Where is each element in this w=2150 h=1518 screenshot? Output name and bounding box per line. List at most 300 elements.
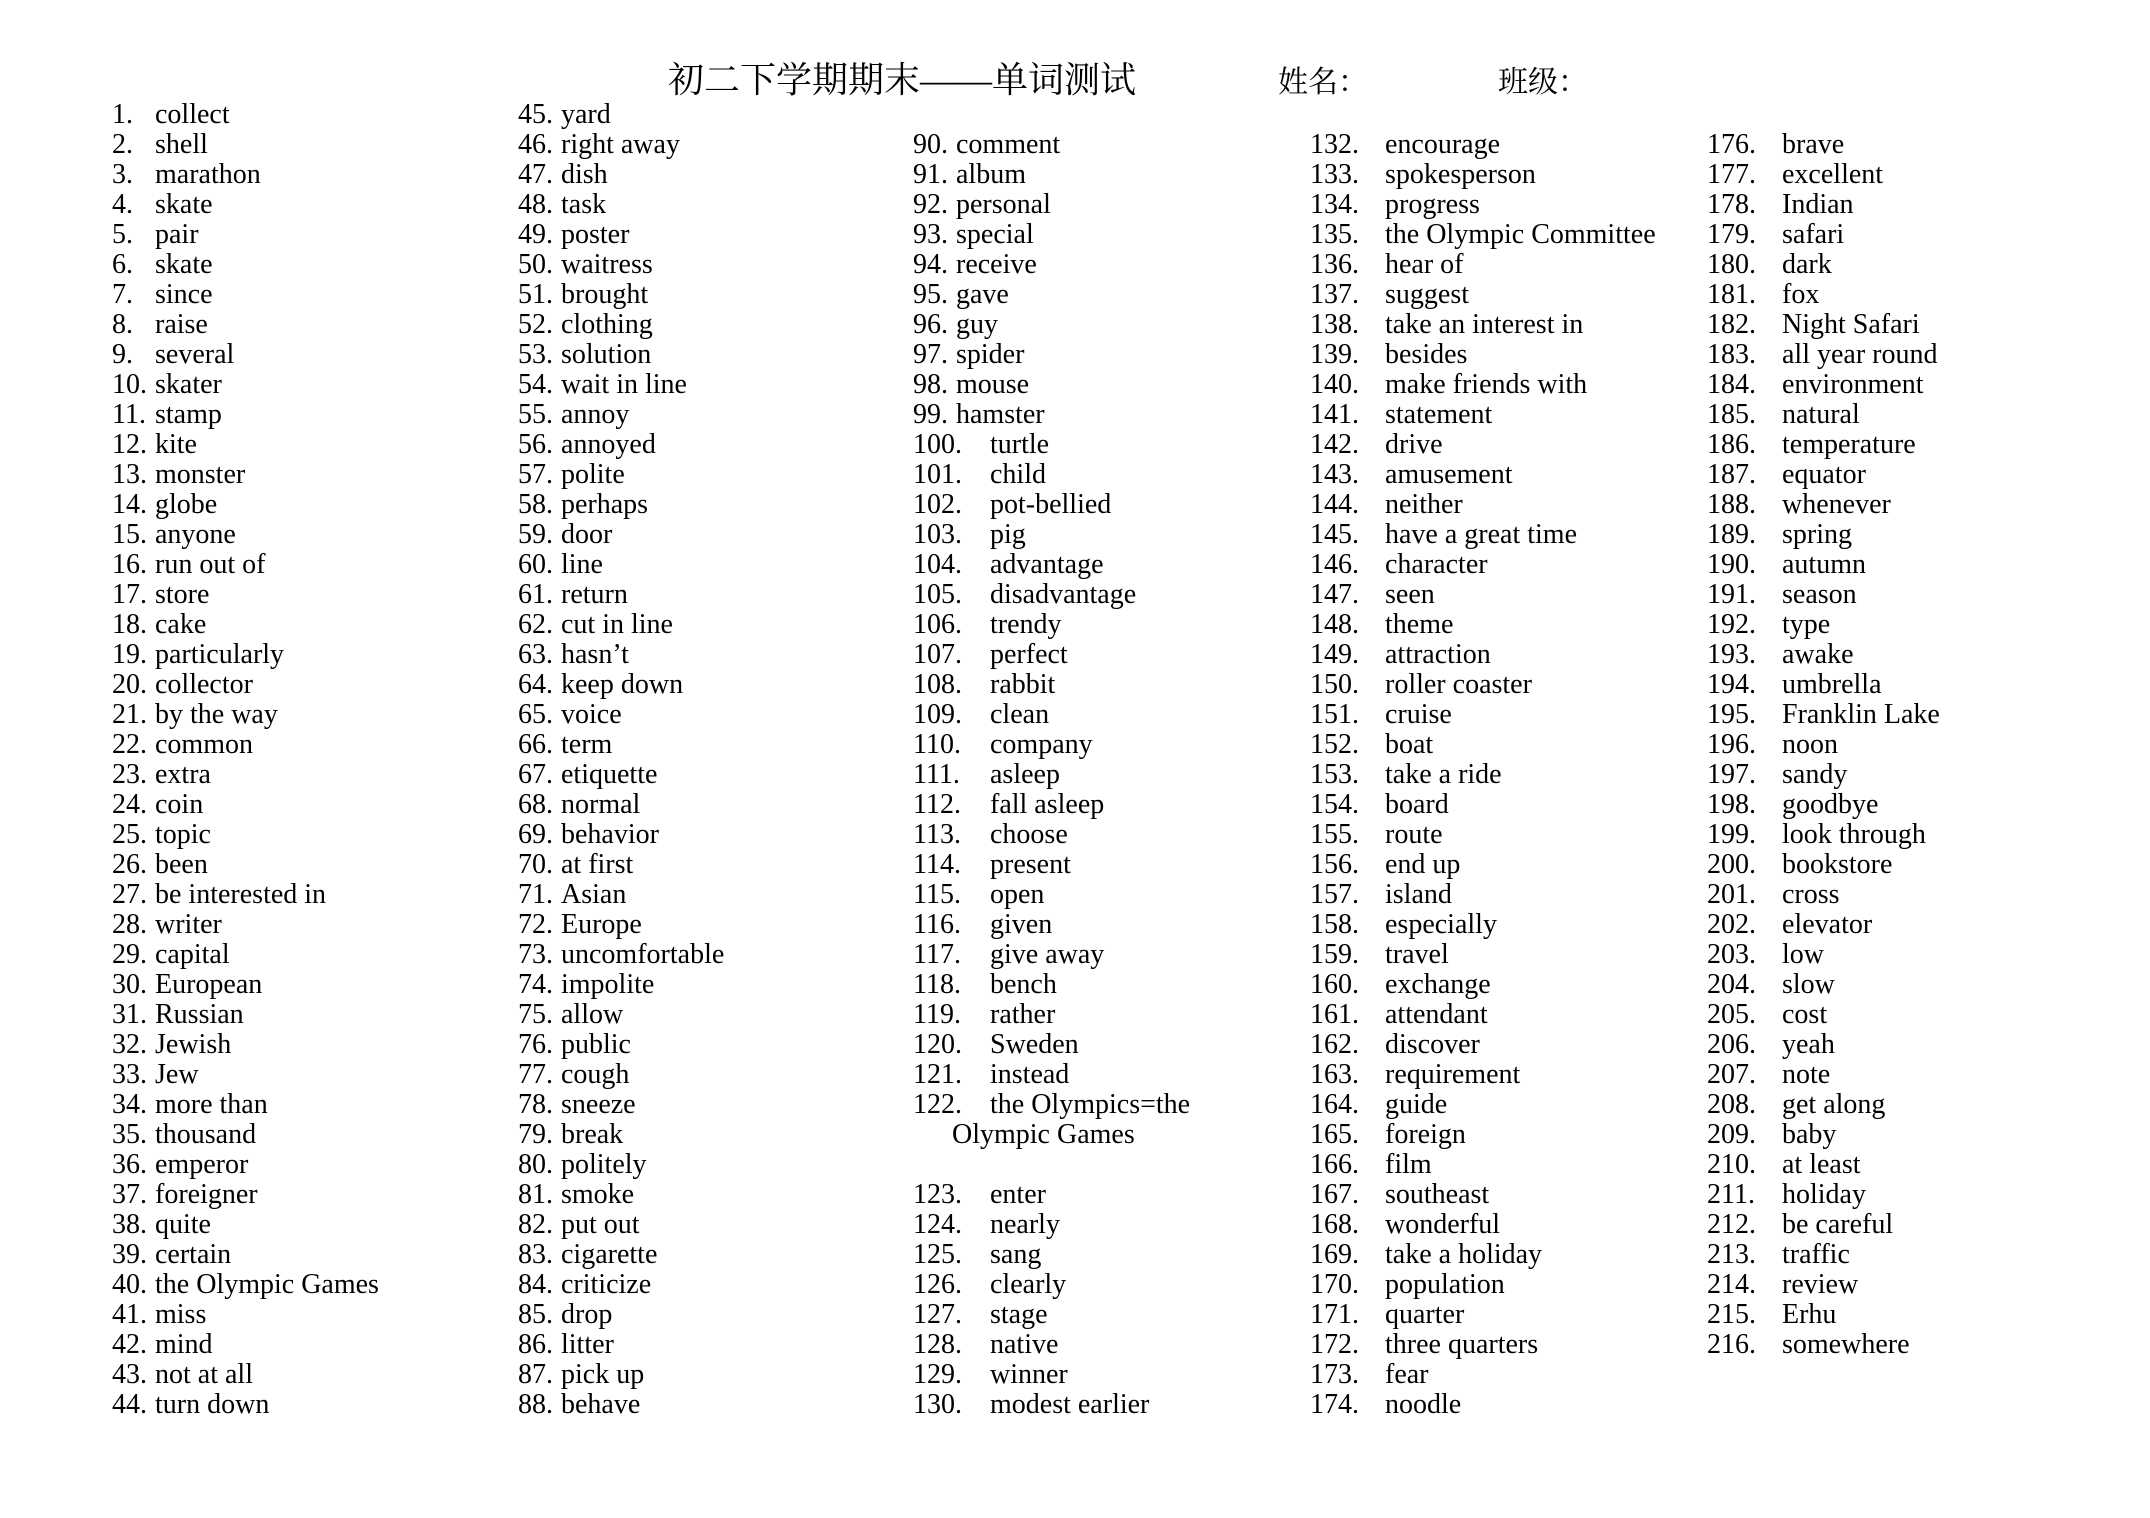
item-number: 192. [1707, 609, 1756, 640]
list-item [518, 730, 918, 760]
list-item [1310, 190, 1710, 220]
list-item [913, 1000, 1333, 1030]
item-number: 45. [518, 99, 553, 130]
item-number: 182. [1707, 309, 1756, 340]
item-number: 159. [1310, 939, 1359, 970]
item-word: marathon [155, 159, 261, 190]
item-number: 147. [1310, 579, 1359, 610]
list-item [1707, 1000, 2107, 1030]
item-word: foreigner [155, 1179, 258, 1210]
item-number: 63. [518, 639, 553, 670]
list-item [112, 850, 512, 880]
list-item [112, 1330, 512, 1360]
item-number: 123. [913, 1179, 962, 1210]
item-word: autumn [1782, 549, 1866, 580]
item-word: shell [155, 129, 208, 160]
item-word: review [1782, 1269, 1859, 1300]
list-item [112, 1180, 512, 1210]
item-number: 31. [112, 999, 147, 1030]
item-number: 161. [1310, 999, 1359, 1030]
item-number: 183. [1707, 339, 1756, 370]
item-number: 114. [913, 849, 961, 880]
item-number: 190. [1707, 549, 1756, 580]
list-item [518, 610, 918, 640]
item-word: Night Safari [1782, 309, 1920, 340]
list-item [913, 610, 1333, 640]
item-word: solution [561, 339, 652, 370]
list-item [1310, 160, 1710, 190]
item-number: 22. [112, 729, 147, 760]
item-number: 194. [1707, 669, 1756, 700]
list-item [913, 280, 1333, 310]
item-word: line [561, 549, 603, 580]
item-word: choose [990, 819, 1068, 850]
list-item [112, 370, 512, 400]
item-word: spokesperson [1385, 159, 1536, 190]
item-number: 91. [913, 159, 948, 190]
item-number: 93. [913, 219, 948, 250]
list-item [913, 730, 1333, 760]
name-label: 姓名： [1278, 66, 1368, 99]
list-item [112, 430, 512, 460]
item-number: 43. [112, 1359, 147, 1390]
list-item [1310, 250, 1710, 280]
item-number: 80. [518, 1149, 553, 1180]
item-word: pick up [561, 1359, 645, 1390]
list-item [518, 280, 918, 310]
list-item [913, 1270, 1333, 1300]
list-item [518, 1210, 918, 1240]
item-number: 51. [518, 279, 553, 310]
item-word: roller coaster [1385, 669, 1532, 700]
item-number: 62. [518, 609, 553, 640]
item-word: board [1385, 789, 1449, 820]
list-item [1310, 610, 1710, 640]
item-number: 172. [1310, 1329, 1359, 1360]
item-word: give away [990, 939, 1105, 970]
list-item [518, 1300, 918, 1330]
item-number: 122. [913, 1089, 962, 1120]
list-item [518, 1180, 918, 1210]
item-number: 16. [112, 549, 147, 580]
item-number: 184. [1707, 369, 1756, 400]
list-item [112, 340, 512, 370]
item-word: low [1782, 939, 1824, 970]
item-number: 38. [112, 1209, 147, 1240]
item-word: term [561, 729, 613, 760]
list-item [112, 670, 512, 700]
list-item [112, 760, 512, 790]
list-item [1310, 1120, 1710, 1150]
list-item [1310, 1150, 1710, 1180]
item-number: 11. [112, 399, 146, 430]
item-word: Europe [561, 909, 642, 940]
item-number: 44. [112, 1389, 147, 1420]
word-column-3 [913, 100, 1333, 1420]
item-word: impolite [561, 969, 655, 1000]
list-item [518, 1360, 918, 1390]
item-word: more than [155, 1089, 268, 1120]
item-word: noon [1782, 729, 1838, 760]
list-item [1707, 910, 2107, 940]
item-number: 178. [1707, 189, 1756, 220]
item-number: 143. [1310, 459, 1359, 490]
item-word: disadvantage [990, 579, 1137, 610]
item-word: Franklin Lake [1782, 699, 1940, 730]
item-word: advantage [990, 549, 1104, 580]
item-word: statement [1385, 399, 1493, 430]
item-number: 200. [1707, 849, 1756, 880]
list-item [1707, 820, 2107, 850]
item-word: emperor [155, 1149, 249, 1180]
item-word: globe [155, 489, 218, 520]
list-item [518, 220, 918, 250]
item-word: poster [561, 219, 630, 250]
item-word: skate [155, 249, 213, 280]
list-item [518, 790, 918, 820]
item-number: 154. [1310, 789, 1359, 820]
item-word: guy [956, 309, 998, 340]
item-number: 57. [518, 459, 553, 490]
item-number: 76. [518, 1029, 553, 1060]
item-word: skater [155, 369, 222, 400]
item-number: 5. [112, 219, 133, 250]
item-number: 141. [1310, 399, 1359, 430]
list-item [518, 1390, 918, 1420]
list-item [518, 100, 918, 130]
item-word: coin [155, 789, 204, 820]
list-item [913, 1060, 1333, 1090]
item-number: 189. [1707, 519, 1756, 550]
list-item [112, 520, 512, 550]
list-item [913, 850, 1333, 880]
list-item [518, 190, 918, 220]
item-word: at least [1782, 1149, 1861, 1180]
list-item [112, 820, 512, 850]
item-word: awake [1782, 639, 1854, 670]
item-word: turn down [155, 1389, 270, 1420]
item-number: 42. [112, 1329, 147, 1360]
item-number: 151. [1310, 699, 1359, 730]
list-item [913, 580, 1333, 610]
list-item [913, 430, 1333, 460]
list-item [1310, 910, 1710, 940]
item-word: allow [561, 999, 624, 1030]
list-item [518, 460, 918, 490]
list-item [112, 640, 512, 670]
item-number: 185. [1707, 399, 1756, 430]
item-number: 20. [112, 669, 147, 700]
list-item [913, 340, 1333, 370]
item-word: turtle [990, 429, 1050, 460]
item-number: 145. [1310, 519, 1359, 550]
item-number: 109. [913, 699, 962, 730]
item-word: discover [1385, 1029, 1480, 1060]
item-word: equator [1782, 459, 1866, 490]
item-number: 168. [1310, 1209, 1359, 1240]
list-item [518, 910, 918, 940]
item-word: public [561, 1029, 631, 1060]
item-word: population [1385, 1269, 1505, 1300]
item-number: 207. [1707, 1059, 1756, 1090]
item-number: 157. [1310, 879, 1359, 910]
list-item [913, 640, 1333, 670]
item-number: 103. [913, 519, 962, 550]
item-word: somewhere [1782, 1329, 1910, 1360]
item-word: environment [1782, 369, 1924, 400]
item-word: clothing [561, 309, 653, 340]
list-item [1707, 220, 2107, 250]
item-word: personal [956, 189, 1051, 220]
item-number: 90. [913, 129, 948, 160]
list-item [1707, 880, 2107, 910]
list-item [1310, 670, 1710, 700]
list-item [1310, 220, 1710, 250]
item-word: foreign [1385, 1119, 1466, 1150]
item-word: encourage [1385, 129, 1501, 160]
item-number: 169. [1310, 1239, 1359, 1270]
item-number: 152. [1310, 729, 1359, 760]
item-word: European [155, 969, 263, 1000]
item-number: 78. [518, 1089, 553, 1120]
item-word: film [1385, 1149, 1432, 1180]
item-word: route [1385, 819, 1443, 850]
item-word: bench [990, 969, 1057, 1000]
item-word: drop [561, 1299, 613, 1330]
list-item [1707, 1060, 2107, 1090]
list-item [1707, 1270, 2107, 1300]
item-word: dish [561, 159, 608, 190]
item-number: 118. [913, 969, 961, 1000]
item-number: 106. [913, 609, 962, 640]
list-item [112, 130, 512, 160]
list-item [1707, 970, 2107, 1000]
item-number: 66. [518, 729, 553, 760]
item-number: 197. [1707, 759, 1756, 790]
item-word: rather [990, 999, 1056, 1030]
item-number: 18. [112, 609, 147, 640]
item-number: 124. [913, 1209, 962, 1240]
list-item [913, 1090, 1333, 1150]
list-item [112, 790, 512, 820]
item-number: 107. [913, 639, 962, 670]
item-number: 137. [1310, 279, 1359, 310]
item-number: 83. [518, 1239, 553, 1270]
list-item [1707, 670, 2107, 700]
item-number: 67. [518, 759, 553, 790]
item-number: 71. [518, 879, 553, 910]
item-word: safari [1782, 219, 1845, 250]
list-item [1310, 340, 1710, 370]
list-item [112, 700, 512, 730]
item-number: 32. [112, 1029, 147, 1060]
list-item [1310, 370, 1710, 400]
item-number: 3. [112, 159, 133, 190]
list-item [1310, 970, 1710, 1000]
item-number: 196. [1707, 729, 1756, 760]
item-number: 2. [112, 129, 133, 160]
item-word: cross [1782, 879, 1840, 910]
item-number: 205. [1707, 999, 1756, 1030]
item-word: annoyed [561, 429, 656, 460]
list-item [518, 430, 918, 460]
item-word: Indian [1782, 189, 1854, 220]
list-item [1707, 250, 2107, 280]
item-word: brought [561, 279, 649, 310]
item-word: stage [990, 1299, 1048, 1330]
item-word: natural [1782, 399, 1860, 430]
item-number: 36. [112, 1149, 147, 1180]
list-item [1707, 1240, 2107, 1270]
item-number: 17. [112, 579, 147, 610]
item-number: 77. [518, 1059, 553, 1090]
item-word: seen [1385, 579, 1435, 610]
item-word: return [561, 579, 628, 610]
list-item [1707, 850, 2107, 880]
list-item [913, 490, 1333, 520]
item-number: 86. [518, 1329, 553, 1360]
list-item [1310, 1090, 1710, 1120]
item-word: baby [1782, 1119, 1837, 1150]
list-item [1707, 340, 2107, 370]
item-number: 174. [1310, 1389, 1359, 1420]
item-number: 170. [1310, 1269, 1359, 1300]
list-item [913, 400, 1333, 430]
list-item [112, 190, 512, 220]
item-number: 135. [1310, 219, 1359, 250]
item-number: 195. [1707, 699, 1756, 730]
list-item [112, 460, 512, 490]
list-item [1310, 1300, 1710, 1330]
item-number: 146. [1310, 549, 1359, 580]
item-number: 37. [112, 1179, 147, 1210]
item-word: present [990, 849, 1071, 880]
list-item [112, 1120, 512, 1150]
item-number: 26. [112, 849, 147, 880]
item-word: take a holiday [1385, 1239, 1543, 1270]
item-word: capital [155, 939, 230, 970]
list-item [1310, 850, 1710, 880]
item-word: child [990, 459, 1046, 490]
item-word: not at all [155, 1359, 253, 1390]
item-number: 49. [518, 219, 553, 250]
item-number: 21. [112, 699, 147, 730]
item-word: nearly [990, 1209, 1060, 1240]
item-word: asleep [990, 759, 1060, 790]
list-item [518, 670, 918, 700]
list-item [1707, 130, 2107, 160]
item-word: break [561, 1119, 624, 1150]
item-number: 39. [112, 1239, 147, 1270]
item-word: dark [1782, 249, 1832, 280]
item-word: end up [1385, 849, 1461, 880]
item-word: Erhu [1782, 1299, 1837, 1330]
item-number: 68. [518, 789, 553, 820]
list-item [518, 820, 918, 850]
item-word: perfect [990, 639, 1068, 670]
item-word: all year round [1782, 339, 1938, 370]
list-item [913, 1300, 1333, 1330]
list-item [1310, 130, 1710, 160]
item-number: 95. [913, 279, 948, 310]
item-number: 81. [518, 1179, 553, 1210]
item-number: 203. [1707, 939, 1756, 970]
list-item [1707, 1210, 2107, 1240]
item-word: make friends with [1385, 369, 1588, 400]
list-item [112, 280, 512, 310]
item-word: be interested in [155, 879, 327, 910]
item-word: traffic [1782, 1239, 1850, 1270]
list-item [112, 1270, 512, 1300]
list-item [913, 1150, 1333, 1180]
item-number: 193. [1707, 639, 1756, 670]
item-word: been [155, 849, 208, 880]
item-number: 204. [1707, 969, 1756, 1000]
list-item [1707, 550, 2107, 580]
list-item [1310, 520, 1710, 550]
item-word: requirement [1385, 1059, 1521, 1090]
item-number: 61. [518, 579, 553, 610]
item-word: run out of [155, 549, 266, 580]
item-number: 48. [518, 189, 553, 220]
list-item [913, 1030, 1333, 1060]
item-number: 79. [518, 1119, 553, 1150]
item-word: smoke [561, 1179, 635, 1210]
list-item [112, 1360, 512, 1390]
item-word: slow [1782, 969, 1835, 1000]
item-number: 160. [1310, 969, 1359, 1000]
list-item [913, 940, 1333, 970]
item-number: 215. [1707, 1299, 1756, 1330]
list-item [518, 940, 918, 970]
item-number: 209. [1707, 1119, 1756, 1150]
item-word: take a ride [1385, 759, 1502, 790]
item-number: 163. [1310, 1059, 1359, 1090]
item-word: hamster [956, 399, 1045, 430]
list-item [112, 1150, 512, 1180]
list-item [112, 550, 512, 580]
list-item [1310, 1000, 1710, 1030]
item-number: 85. [518, 1299, 553, 1330]
item-number: 52. [518, 309, 553, 340]
item-word: Jewish [155, 1029, 232, 1060]
item-word: whenever [1782, 489, 1891, 520]
item-number: 64. [518, 669, 553, 700]
item-number: 101. [913, 459, 962, 490]
word-column-2 [518, 100, 918, 1420]
item-number: 179. [1707, 219, 1756, 250]
list-item [1310, 1210, 1710, 1240]
item-word: temperature [1782, 429, 1916, 460]
item-number: 100. [913, 429, 962, 460]
item-word: trendy [990, 609, 1062, 640]
item-word: get along [1782, 1089, 1886, 1120]
list-item [1707, 310, 2107, 340]
list-item [1310, 100, 1710, 130]
item-number: 13. [112, 459, 147, 490]
list-item [913, 760, 1333, 790]
list-item [913, 970, 1333, 1000]
word-column-1 [112, 100, 512, 1420]
list-item [913, 1330, 1333, 1360]
item-number: 140. [1310, 369, 1359, 400]
list-item [112, 160, 512, 190]
list-item [1310, 790, 1710, 820]
item-number: 110. [913, 729, 961, 760]
item-word: annoy [561, 399, 630, 430]
list-item [112, 400, 512, 430]
item-number: 113. [913, 819, 961, 850]
